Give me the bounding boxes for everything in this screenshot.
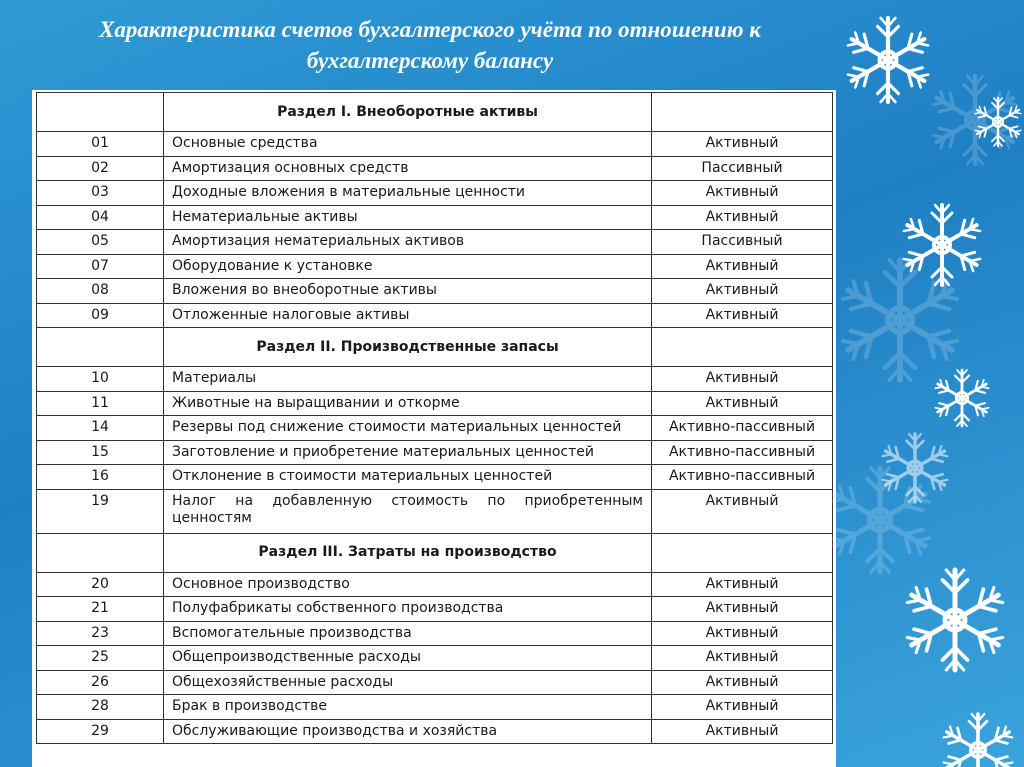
- table-row: [37, 695, 833, 720]
- account-code: 09: [37, 303, 164, 328]
- account-name: Отклонение в стоимости материальных ценностей: [164, 465, 652, 490]
- account-code: 14: [37, 416, 164, 441]
- account-name: Обслуживающие производства и хозяйства: [164, 719, 652, 744]
- table-row: [37, 719, 833, 744]
- account-type: Активный: [652, 279, 833, 304]
- account-type: Активно-пассивный: [652, 440, 833, 465]
- table-row: [37, 670, 833, 695]
- table-row: [37, 279, 833, 304]
- accounts-table-sheet: [32, 90, 836, 767]
- account-code: 21: [37, 597, 164, 622]
- account-name: Животные на выращивании и откорме: [164, 391, 652, 416]
- account-type: Активный: [652, 367, 833, 392]
- account-type: Активный: [652, 695, 833, 720]
- snowflake-icon: [942, 714, 1013, 767]
- account-name: Общехозяйственные расходы: [164, 670, 652, 695]
- account-type: Активный: [652, 489, 833, 533]
- account-type: Пассивный: [652, 156, 833, 181]
- account-name: Основное производство: [164, 572, 652, 597]
- account-name: Оборудование к установке: [164, 254, 652, 279]
- section-header-row: [37, 533, 833, 572]
- account-type: Активный: [652, 205, 833, 230]
- account-name: Заготовление и приобретение материальных ценностей: [164, 440, 652, 465]
- slide-title-line1: Характеристика счетов бухгалтерского учёта по отношению к: [99, 17, 761, 42]
- account-name: Брак в производстве: [164, 695, 652, 720]
- snowflake-icon: [902, 205, 981, 285]
- account-type: Активный: [652, 597, 833, 622]
- table-row: [37, 181, 833, 206]
- table-row: [37, 367, 833, 392]
- account-name: Полуфабрикаты собственного производства: [164, 597, 652, 622]
- account-code: 04: [37, 205, 164, 230]
- account-code: 26: [37, 670, 164, 695]
- account-type: Пассивный: [652, 230, 833, 255]
- table-row: [37, 416, 833, 441]
- account-name: Нематериальные активы: [164, 205, 652, 230]
- account-code: 11: [37, 391, 164, 416]
- account-name: Амортизация основных средств: [164, 156, 652, 181]
- snowflake-icon: [881, 434, 948, 502]
- account-code: 08: [37, 279, 164, 304]
- account-name: Отложенные налоговые активы: [164, 303, 652, 328]
- table-row: [37, 597, 833, 622]
- table-row: [37, 205, 833, 230]
- table-row: [37, 465, 833, 490]
- table-row: [37, 489, 833, 533]
- table-row: [37, 156, 833, 181]
- account-type: Активный: [652, 254, 833, 279]
- account-code: 07: [37, 254, 164, 279]
- section-header-row: [37, 93, 833, 132]
- table-row: [37, 230, 833, 255]
- account-type: Активный: [652, 391, 833, 416]
- account-type: Активный: [652, 132, 833, 157]
- table-row: [37, 132, 833, 157]
- section-header-row: [37, 328, 833, 367]
- account-type: Активный: [652, 181, 833, 206]
- account-type: Активный: [652, 621, 833, 646]
- table-row: [37, 254, 833, 279]
- account-code: 29: [37, 719, 164, 744]
- snowflake-icon: [931, 76, 1018, 164]
- account-name: Вложения во внеоборотные активы: [164, 279, 652, 304]
- account-code: 25: [37, 646, 164, 671]
- account-name: Доходные вложения в материальные ценности: [164, 181, 652, 206]
- account-code: 23: [37, 621, 164, 646]
- table-row: [37, 303, 833, 328]
- table-row: [37, 646, 833, 671]
- account-type: Активный: [652, 572, 833, 597]
- snowflake-icon: [934, 370, 989, 426]
- account-code: 15: [37, 440, 164, 465]
- account-type: Активный: [652, 303, 833, 328]
- account-type: Активно-пассивный: [652, 465, 833, 490]
- account-code: 05: [37, 230, 164, 255]
- account-type: Активно-пассивный: [652, 416, 833, 441]
- account-code: 10: [37, 367, 164, 392]
- account-name: Материалы: [164, 367, 652, 392]
- slide-title-line2: бухгалтерскому балансу: [306, 48, 554, 73]
- account-code: 02: [37, 156, 164, 181]
- section-title: Раздел III. Затраты на производство: [164, 533, 652, 572]
- account-name: Налог на добавленную стоимость по приобретенным ценностям: [164, 489, 652, 533]
- accounts-table: [36, 92, 833, 744]
- slide-title: [0, 14, 860, 76]
- account-type: Активный: [652, 670, 833, 695]
- table-row: [37, 621, 833, 646]
- account-code: 28: [37, 695, 164, 720]
- account-name: Резервы под снижение стоимости материальных ценностей: [164, 416, 652, 441]
- account-type: Активный: [652, 646, 833, 671]
- snowflake-icon: [841, 260, 960, 380]
- section-title: Раздел II. Производственные запасы: [164, 328, 652, 367]
- table-row: [37, 572, 833, 597]
- account-type: Активный: [652, 719, 833, 744]
- table-row: [37, 391, 833, 416]
- account-code: 20: [37, 572, 164, 597]
- snowflake-icon: [905, 570, 1004, 670]
- account-code: 01: [37, 132, 164, 157]
- account-name: Вспомогательные производства: [164, 621, 652, 646]
- account-name: Основные средства: [164, 132, 652, 157]
- snowflake-icon: [828, 468, 931, 572]
- account-code: 19: [37, 489, 164, 533]
- account-name: Общепроизводственные расходы: [164, 646, 652, 671]
- section-title: Раздел I. Внеоборотные активы: [164, 93, 652, 132]
- snowflake-icon: [974, 98, 1022, 146]
- account-code: 16: [37, 465, 164, 490]
- account-code: 03: [37, 181, 164, 206]
- account-name: Амортизация нематериальных активов: [164, 230, 652, 255]
- table-row: [37, 440, 833, 465]
